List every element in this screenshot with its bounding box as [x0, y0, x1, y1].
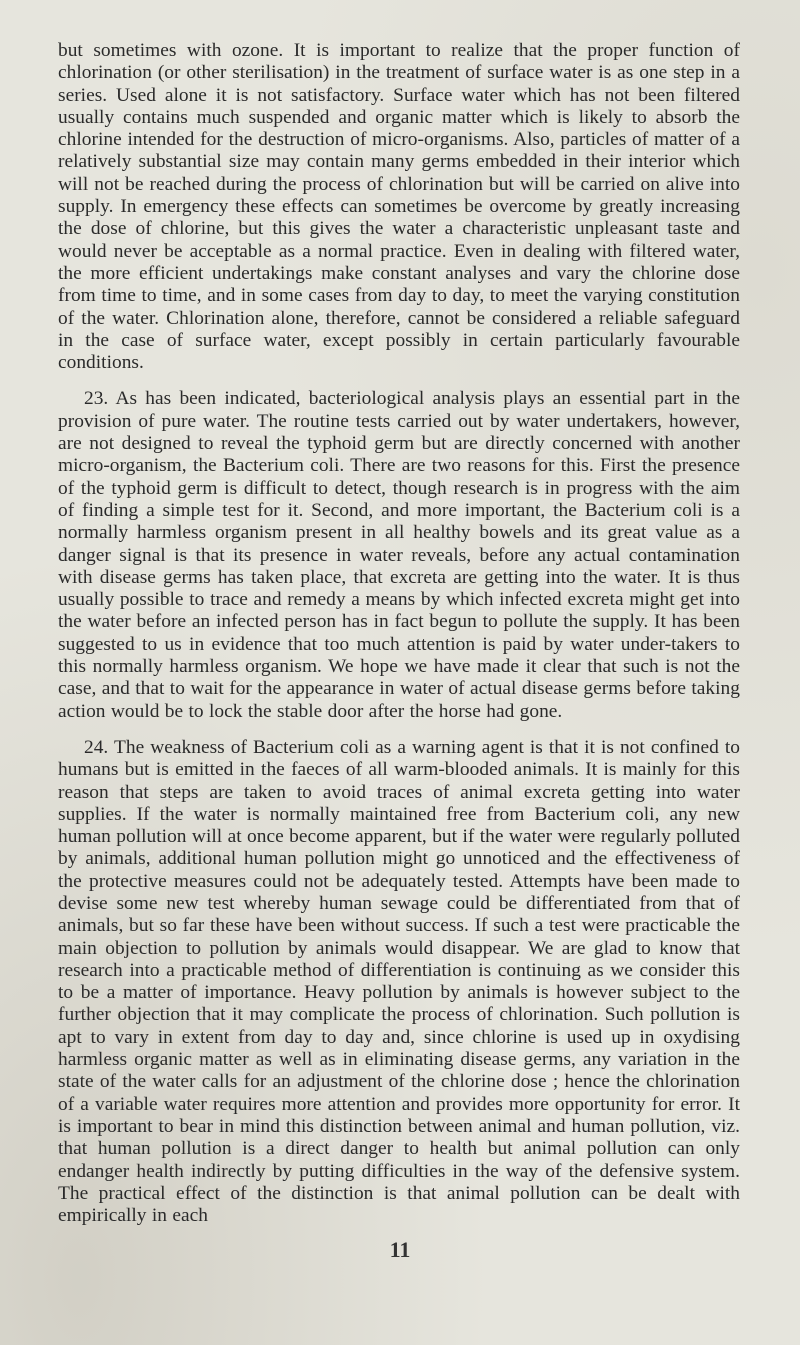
paragraph-continuation: but sometimes with ozone. It is important to realize that the proper function of chlorination (or other sterilisation) in the treatment of surface water is as one step in a series. Used alone it is not satisfactory. Surface water which has not been filtered usually contains much suspended and organic matter which is likely to absorb the chlorine intended for the destruction of micro-organisms. Also, particles of matter of a relatively substantial size may contain many germs embedded in their interior which will not be reached during the process of chlorination but will be carried on alive into supply. In emergency these effects can sometimes be overcome by greatly increasing the dose of chlorine, but this gives the water a characteristic unpleasant taste and would never be acceptable as a normal practice. Even in dealing with filtered water, the more efficient undertakings make constant analyses and vary the chlorine dose from time to time, and in some cases from day to day, to meet the varying constitution of the water. Chlorination alone, therefore, cannot be considered a reliable safeguard in the case of surface water, except possibly in certain particularly favourable conditions. — [58, 40, 740, 374]
paragraph-23: 23. As has been indicated, bacteriological analysis plays an essential part in the provision of pure water. The routine tests carried out by water undertakers, however, are not designed to reveal the typhoid germ but are directly concerned with another micro-organism, the Bacterium coli. There are two reasons for this. First the presence of the typhoid germ is difficult to detect, though research is in progress with the aim of finding a simple test for it. Second, and more important, the Bacterium coli is a normally harmless organism present in all healthy bowels and its great value as a danger signal is that its presence in water reveals, before any actual contamination with disease germs has taken place, that excreta are getting into the water. It is thus usually possible to trace and remedy a means by which infected excreta might get into the water before an infected person has in fact begun to pollute the supply. It has been suggested to us in evidence that too much attention is paid by water under-takers to this normally harmless organism. We hope we have made it clear that such is not the case, and that to wait for the appearance in water of actual disease germs before taking action would be to lock the stable door after the horse had gone. — [58, 388, 740, 722]
paragraph-24: 24. The weakness of Bacterium coli as a warning agent is that it is not confined to humans but is emitted in the faeces of all warm-blooded animals. It is mainly for this reason that steps are taken to avoid traces of animal excreta getting into water supplies. If the water is normally maintained free from Bacterium coli, any new human pollution will at once become apparent, but if the water were regularly polluted by animals, additional human pollution might go unnoticed and the effectiveness of the protective measures could not be adequately tested. Attempts have been made to devise some new test whereby human sewage could be differentiated from that of animals, but so far these have been without success. If such a test were practicable the main objection to pollution by animals would disappear. We are glad to know that research into a practicable method of differentiation is continuing as we consider this to be a matter of importance. Heavy pollution by animals is however subject to the further objection that it may complicate the process of chlorination. Such pollution is apt to vary in extent from day to day and, since chlorine is used up in oxydising harmless organic matter as well as in eliminating disease germs, any variation in the state of the water calls for an adjustment of the chlorine dose ; hence the chlorination of a variable water requires more attention and provides more opportunity for error. It is important to bear in mind this distinction between animal and human pollution, viz. that human pollution is a direct danger to health but animal pollution can only endanger health indirectly by putting difficulties in the way of the defensive system. The practical effect of the distinction is that animal pollution can be dealt with empirically in each — [58, 736, 740, 1227]
page-number: 11 — [389, 1237, 411, 1262]
